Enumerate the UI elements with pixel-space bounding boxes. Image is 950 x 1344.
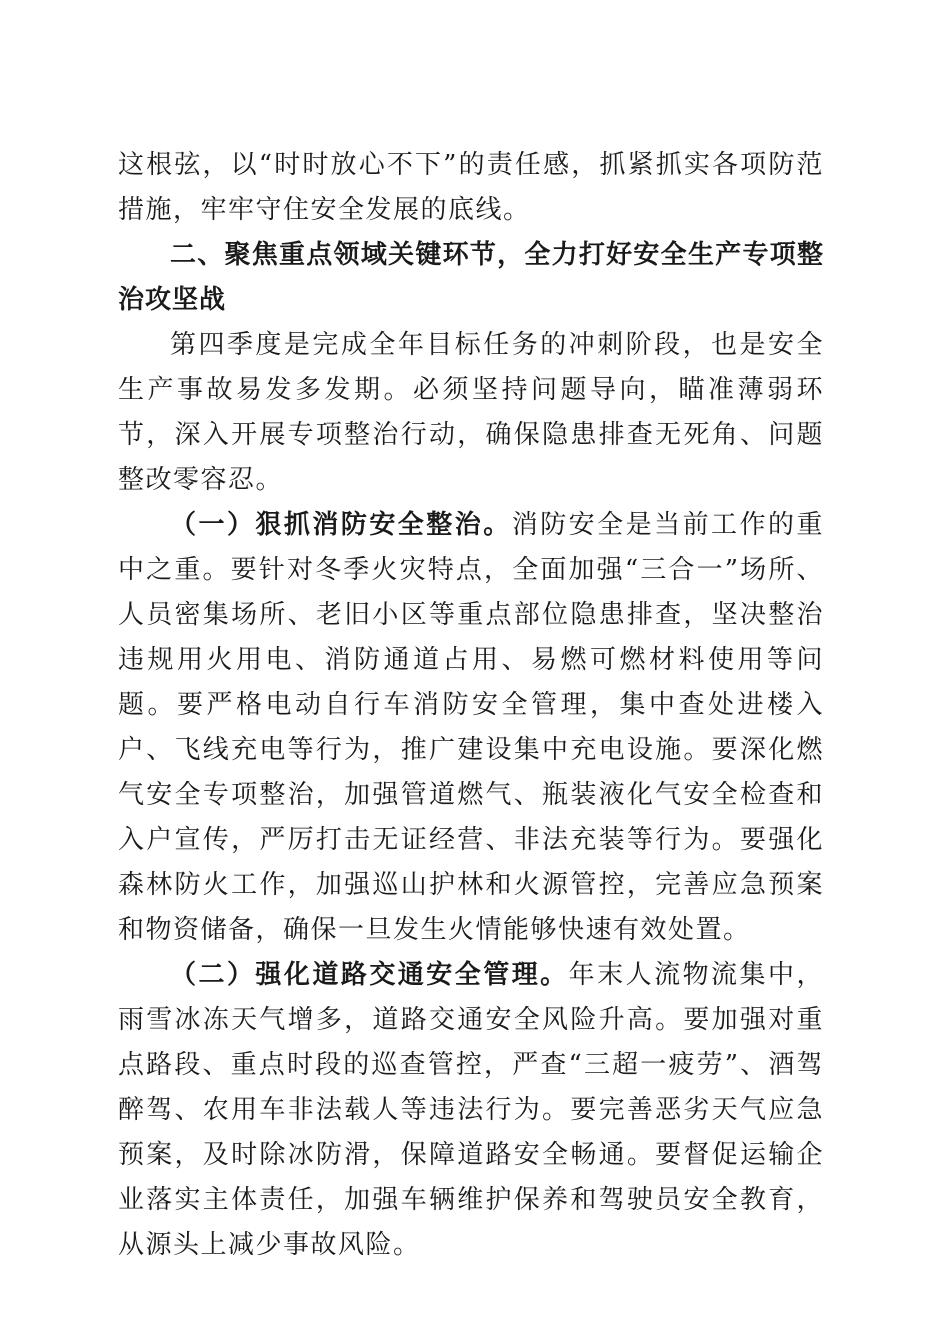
continuation-paragraph: 这根弦，以“时时放心不下”的责任感，抓紧抓实各项防范措施，牢牢守住安全发展的底线。: [118, 150, 824, 225]
item-fire-safety-body: 消防安全是当前工作的重中之重。要针对冬季火灾特点，全面加强“三合一”场所、人员密集场所、老旧小区等重点部位隐患排查，坚决整治违规用火用电、消防通道占用、易燃可燃材料使用等问题。要严格电动自行车消防安全管理，集中查处进楼入户、飞线充电等行为，推广建设集中充电设施。要深化燃气安全专项整治，加强管道燃气、瓶装液化气安全检查和入户宣传，严厉打击无证经营、非法充装等行为。要强化森林防火工作，加强巡山护林和火源管控，完善应急预案和物资储备，确保一旦发生火情能够快速有效处置。: [118, 510, 824, 945]
section-heading: 二、聚焦重点领域关键环节，全力打好安全生产专项整治攻坚战: [118, 240, 824, 315]
item-fire-safety-title: （一）狠抓消防安全整治。: [170, 510, 512, 540]
item-fire-safety: [118, 503, 824, 953]
item-road-safety-body: 年末人流物流集中，雨雪冰冻天气增多，道路交通安全风险升高。要加强对重点路段、重点时段的巡查管控，严查“三超一疲劳”、酒驾醉驾、农用车非法载人等违法行为。要完善恶劣天气应急预案，及时除冰防滑，保障道路安全畅通。要督促运输企业落实主体责任，加强车辆维护保养和驾驶员安全教育，从源头上减少事故风险。: [118, 960, 824, 1260]
item-road-safety: [118, 953, 824, 1268]
document-page: [118, 143, 824, 1268]
item-road-safety-title: （二）强化道路交通安全管理。: [170, 960, 569, 990]
intro-paragraph: 第四季度是完成全年目标任务的冲刺阶段，也是安全生产事故易发多发期。必须坚持问题导向，瞄准薄弱环节，深入开展专项整治行动，确保隐患排查无死角、问题整改零容忍。: [118, 330, 824, 495]
